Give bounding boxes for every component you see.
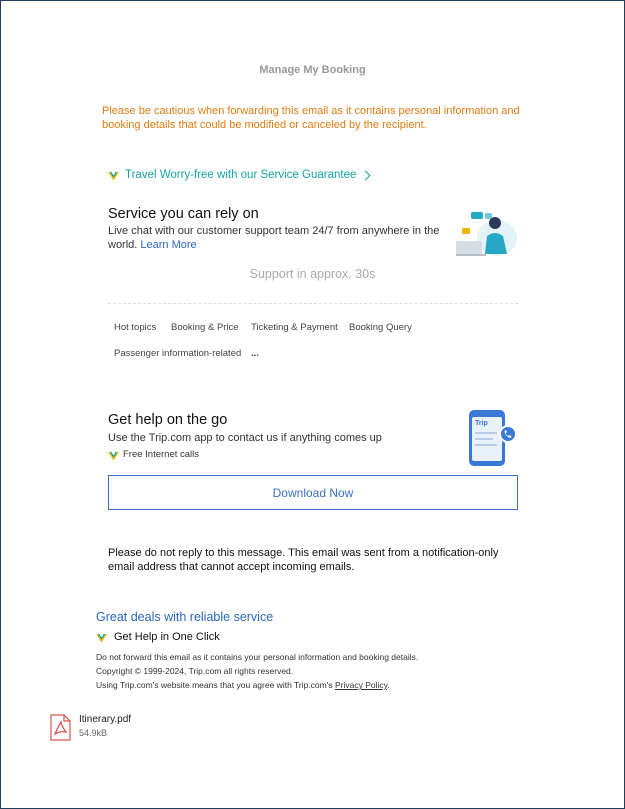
get-help-one-click-label: Get Help in One Click xyxy=(114,631,220,643)
support-wait-time: Support in approx. 30s xyxy=(249,267,376,281)
attachment-name: Itinerary.pdf xyxy=(79,714,132,725)
topic-more[interactable]: ... xyxy=(251,348,259,359)
get-help-description: Use the Trip.com app to contact us if anything comes up xyxy=(108,432,382,444)
guarantee-shield-icon xyxy=(108,170,119,180)
service-description xyxy=(108,224,448,252)
free-calls-shield-icon xyxy=(108,450,119,460)
learn-more-link[interactable]: Learn More xyxy=(140,239,197,251)
topic-ticketing-payment[interactable]: Ticketing & Payment xyxy=(251,322,338,333)
get-help-one-click[interactable] xyxy=(96,631,220,643)
topic-passenger-info[interactable]: Passenger information-related xyxy=(114,348,242,359)
chevron-right-icon xyxy=(361,170,371,180)
attachment-size: 54.9kB xyxy=(79,728,108,738)
service-title: Service you can rely on xyxy=(108,206,259,222)
pdf-file-icon xyxy=(50,714,71,741)
help-shield-icon xyxy=(96,632,107,642)
topic-booking-price[interactable]: Booking & Price xyxy=(171,322,239,333)
topic-booking-query[interactable]: Booking Query xyxy=(349,322,412,333)
phone-app-icon xyxy=(466,408,518,468)
phone-app-label: Trip xyxy=(475,420,488,427)
free-calls-label: Free Internet calls xyxy=(123,449,200,460)
privacy-policy-link[interactable]: Privacy Policy xyxy=(334,680,388,690)
service-guarantee-label: Travel Worry-free with our Service Guarantee xyxy=(125,169,357,181)
service-guarantee-link[interactable] xyxy=(108,169,369,181)
download-now-button[interactable]: Download Now xyxy=(108,475,518,510)
footer-forward-note: Do not forward this email as it contains your personal information and booking details. xyxy=(96,652,419,662)
no-reply-notice: Please do not reply to this message. This email was sent from a notification-only email address that cannot accept incoming emails. xyxy=(108,547,499,573)
support-agent-illustration xyxy=(455,208,519,258)
footer-terms-text: Using Trip.com's website means that you agree with Trip.com's xyxy=(96,680,335,690)
manage-booking-link[interactable]: Manage My Booking xyxy=(259,64,366,76)
footer-terms-period: . xyxy=(387,680,390,690)
forwarding-warning: Please be cautious when forwarding this email as it contains personal information and booking details that could be modified or canceled by the recipient. xyxy=(102,105,520,131)
footer-copyright: Copyright © 1999-2024, Trip.com all rights reserved. xyxy=(96,666,294,676)
topic-hot-topics[interactable]: Hot topics xyxy=(114,322,157,333)
get-help-title: Get help on the go xyxy=(108,412,228,428)
footer-terms xyxy=(96,680,390,690)
attachment-itinerary[interactable] xyxy=(50,714,131,741)
service-description-text: Live chat with our customer support team 24/7 from anywhere in the world. xyxy=(108,225,440,251)
great-deals-heading: Great deals with reliable service xyxy=(96,610,274,624)
section-divider xyxy=(108,303,518,304)
free-internet-calls xyxy=(108,449,199,460)
